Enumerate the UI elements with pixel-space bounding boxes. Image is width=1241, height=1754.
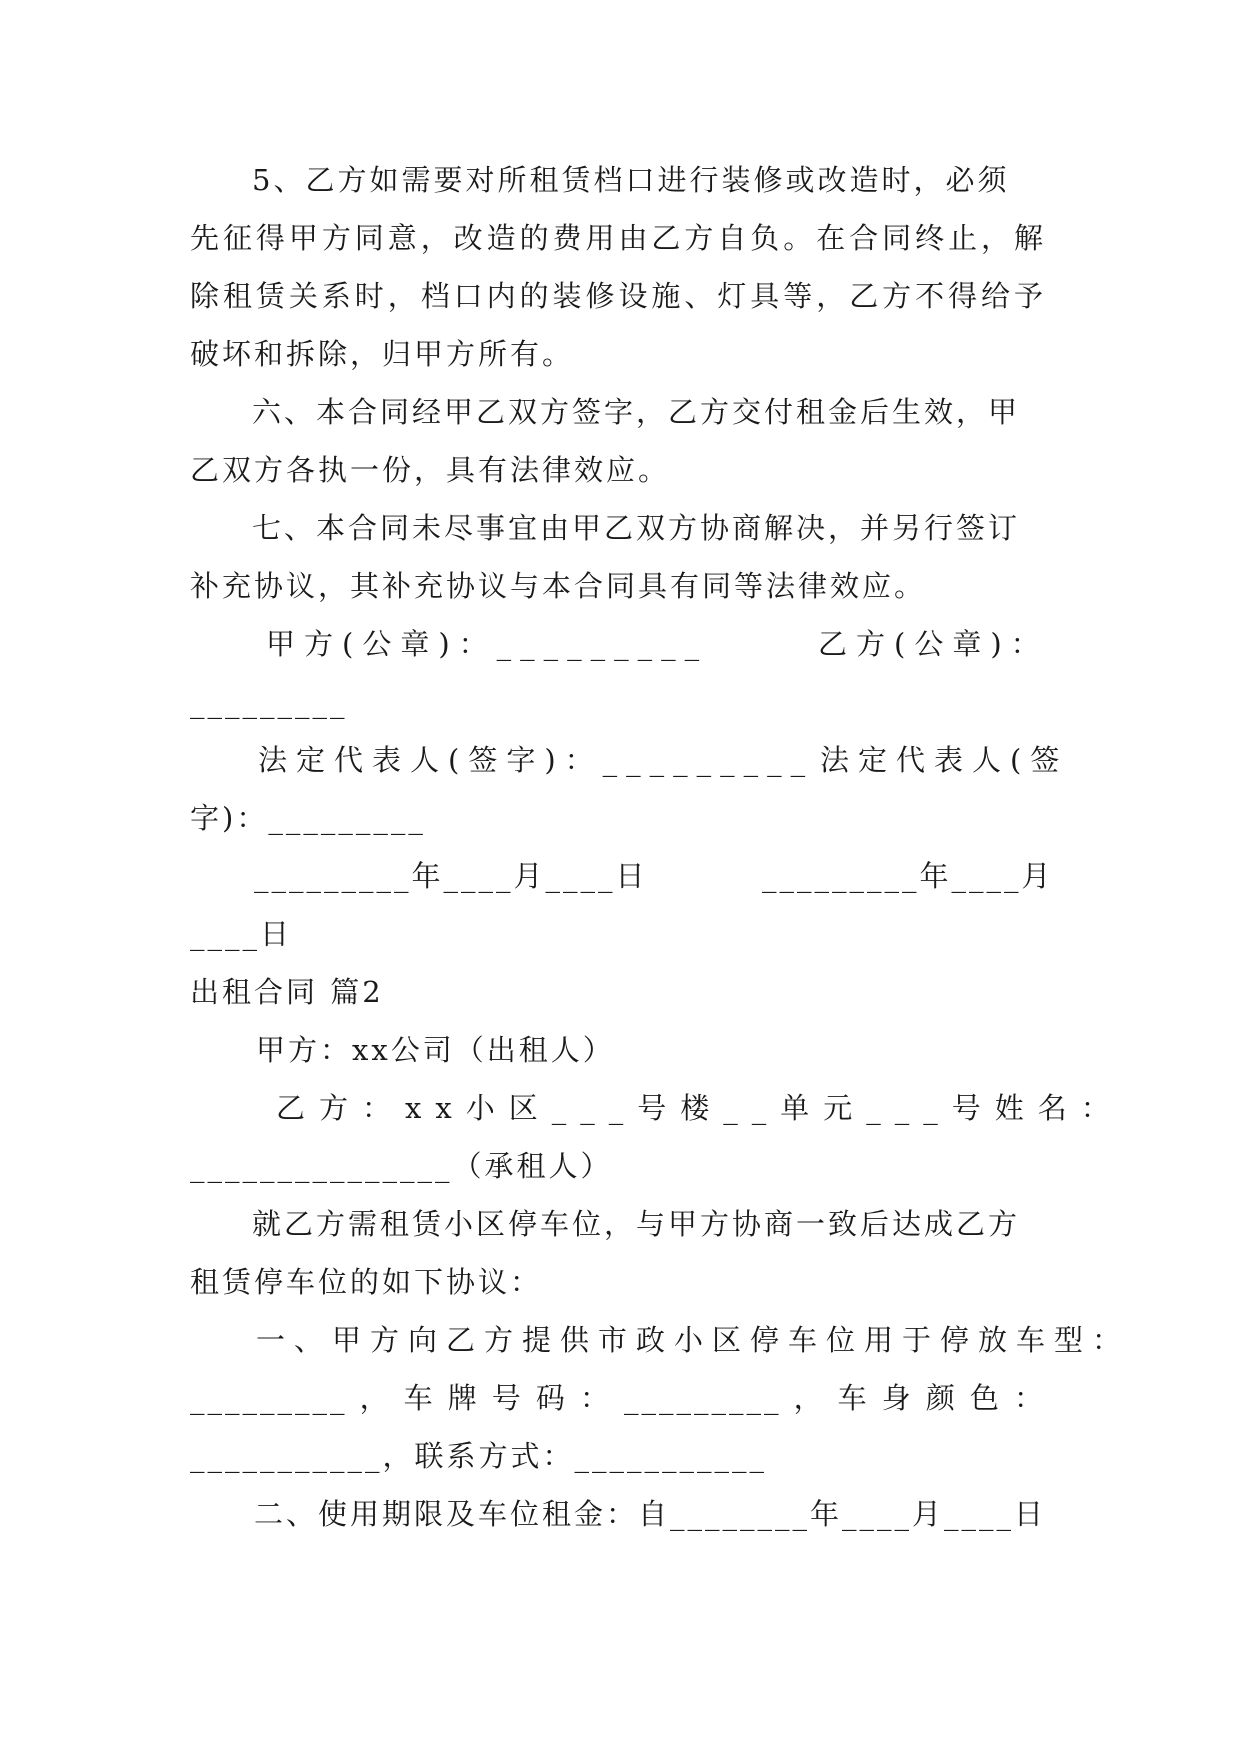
para-5-line-3: 除租赁关系时，档口内的装修设施、灯具等，乙方不得给予 bbox=[190, 279, 1046, 313]
para-5-line-1: 5、乙方如需要对所租赁档口进行装修或改造时，必须 bbox=[252, 163, 1010, 197]
party-b-name: 乙方：xx小区___号楼__单元___号姓名： bbox=[276, 1091, 1124, 1125]
intro-line-1: 就乙方需租赁小区停车位，与甲方协商一致后达成乙方 bbox=[252, 1207, 1021, 1241]
party-b-representative-cont: 字)：_________ bbox=[190, 801, 426, 835]
party-a-name: 甲方：xx公司（出租人） bbox=[256, 1033, 615, 1067]
clause-6-line-2: 乙双方各执一份，具有法律效应。 bbox=[190, 453, 671, 487]
party-b-seal-blank: _________ bbox=[190, 685, 348, 719]
party-b-seal: 乙方(公章)： bbox=[818, 627, 1049, 661]
party-a-representative: 法定代表人(签字)：_________ bbox=[258, 743, 815, 777]
party-a-seal: 甲方(公章)：_________ bbox=[266, 627, 709, 661]
party-b-representative: 法定代表人(签 bbox=[820, 743, 1069, 777]
party-a-date: _________年____月____日 bbox=[254, 859, 648, 893]
party-b-tenant: _______________（承租人） bbox=[190, 1149, 613, 1183]
intro-line-2: 租赁停车位的如下协议： bbox=[190, 1265, 543, 1299]
clause-7-line-2: 补充协议，其补充协议与本合同具有同等法律效应。 bbox=[190, 569, 927, 603]
item-1-line-3: ___________，联系方式：___________ bbox=[190, 1439, 768, 1473]
item-1-line-1: 一、甲方向乙方提供市政小区停车位用于停放车型： bbox=[256, 1323, 1131, 1357]
section-title: 出租合同 篇2 bbox=[190, 975, 384, 1009]
para-5-line-4: 破坏和拆除，归甲方所有。 bbox=[190, 337, 575, 371]
item-1-line-2: _________，车牌号码：_________，车身颜色： bbox=[190, 1381, 1046, 1415]
clause-7-line-1: 七、本合同未尽事宜由甲乙双方协商解决，并另行签订 bbox=[252, 511, 1021, 545]
party-b-date-day: ____日 bbox=[190, 917, 293, 951]
para-5-line-2: 先征得甲方同意，改造的费用由乙方自负。在合同终止，解 bbox=[190, 221, 1046, 255]
clause-6-line-1: 六、本合同经甲乙双方签字，乙方交付租金后生效，甲 bbox=[252, 395, 1021, 429]
item-2-line-1: 二、使用期限及车位租金：自________年____月____日 bbox=[254, 1497, 1047, 1531]
party-b-date: _________年____月 bbox=[762, 859, 1054, 893]
